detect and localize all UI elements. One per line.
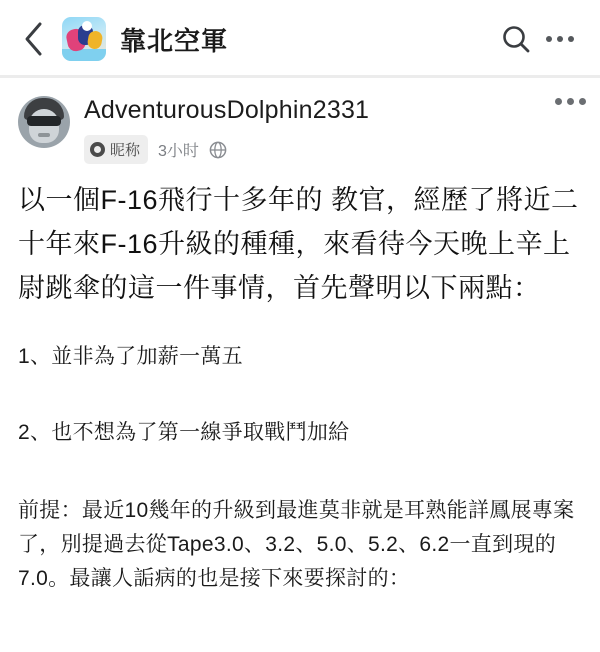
search-icon — [501, 24, 531, 54]
more-horizontal-icon — [546, 36, 574, 42]
top-navigation-bar — [0, 0, 600, 78]
post-paragraph-1: 以一個F-16飛行十多年的 教官，經歷了將近二十年來F-16升級的種種，來看待今天晚上辛上尉跳傘的這一件事情，首先聲明以下兩點： — [18, 185, 579, 303]
group-avatar[interactable] — [62, 17, 106, 61]
avatar-shape-4 — [82, 21, 92, 31]
paragraph-gap — [18, 310, 582, 340]
avatar-face — [29, 109, 59, 143]
chevron-left-icon — [23, 21, 45, 57]
post-more-button[interactable] — [555, 98, 586, 105]
post-content — [0, 164, 600, 596]
paragraph-gap — [18, 450, 582, 494]
author-name[interactable]: AdventurousDolphin2331 — [84, 96, 370, 124]
nickname-icon — [90, 142, 105, 157]
avatar-sunglasses — [27, 116, 61, 126]
post-author-row — [18, 94, 582, 164]
globe-icon — [209, 141, 227, 159]
status-badge-label: 昵称 — [110, 142, 141, 159]
search-button[interactable] — [494, 17, 538, 61]
post-paragraph-3: 2、也不想為了第一線爭取戰鬥加給 — [18, 421, 350, 444]
avatar-shape-3 — [87, 30, 104, 50]
post-timestamp: 3小时 — [158, 143, 199, 160]
back-button[interactable] — [14, 17, 54, 61]
post-header — [0, 78, 600, 164]
avatar-shape-base — [62, 49, 106, 61]
more-horizontal-icon — [555, 98, 586, 105]
post-meta — [84, 94, 369, 164]
avatar[interactable] — [18, 96, 70, 148]
post-meta-row — [84, 135, 369, 164]
avatar-mouth — [38, 133, 50, 137]
post-paragraph-4: 前提：最近10幾年的升級到最進莫非就是耳熟能詳鳳展專案了，別提過去從Tape3.0、3.2、5.0、5.2、6.2一直到現的7.0。最讓人詬病的也是接下來要探討的： — [18, 499, 575, 590]
post-paragraph-2: 1、並非為了加薪一萬五 — [18, 345, 243, 368]
topbar-more-button[interactable] — [538, 17, 582, 61]
status-badge — [84, 135, 148, 164]
page-title: 靠北空軍 — [120, 25, 229, 56]
paragraph-gap — [18, 374, 582, 416]
